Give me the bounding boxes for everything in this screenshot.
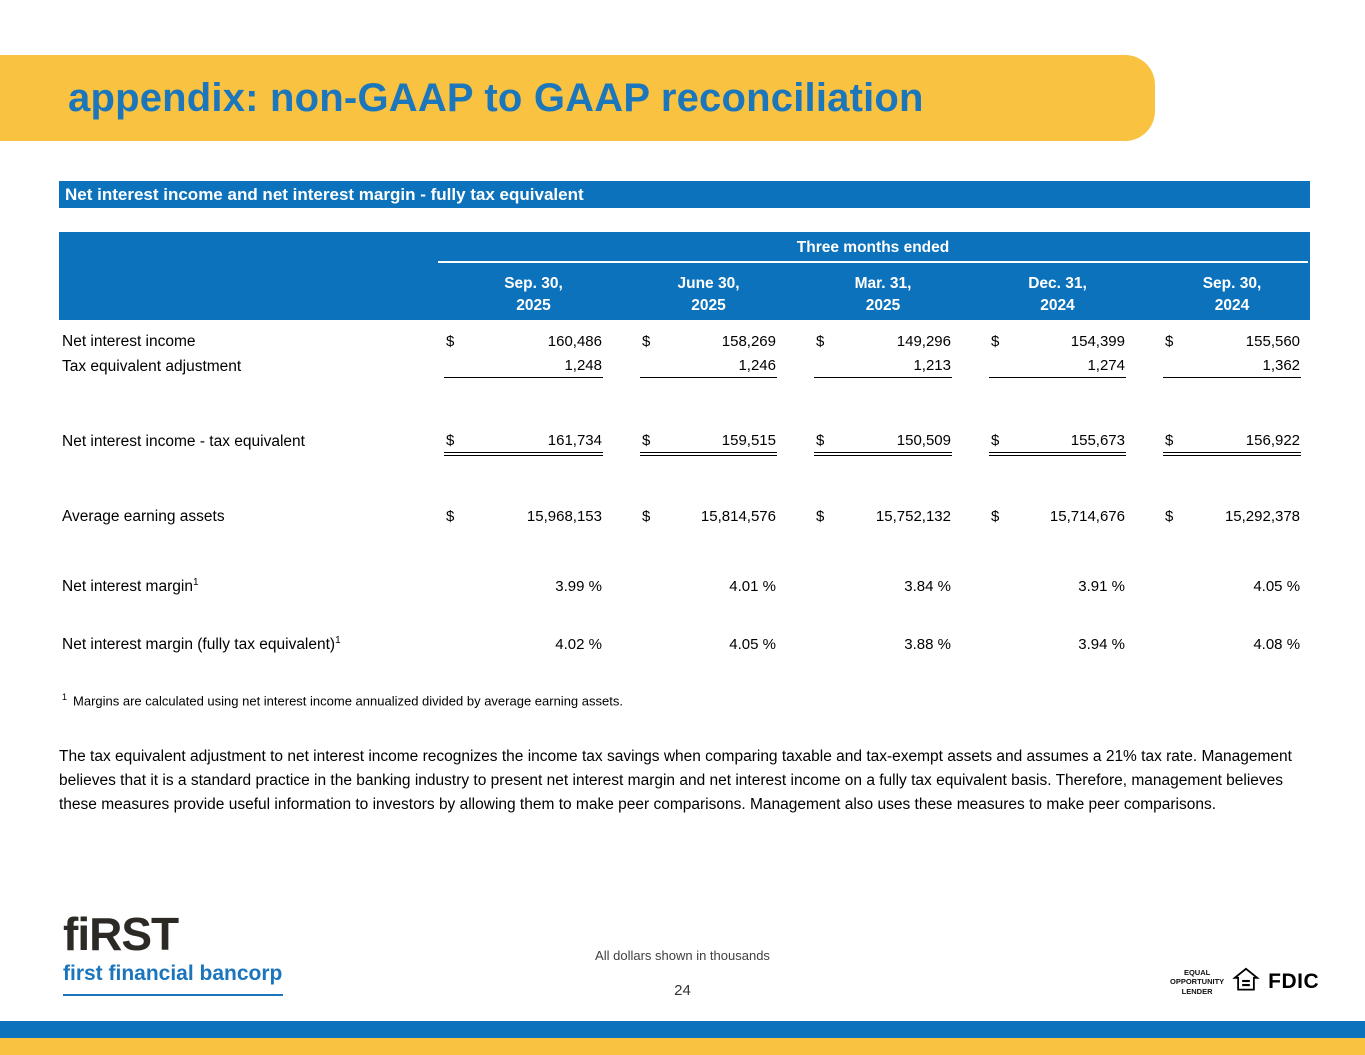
- cell: [1135, 354, 1310, 379]
- span-header-row: [59, 232, 1310, 270]
- row-label: Net interest income - tax equivalent: [62, 433, 305, 451]
- cell-value: 156,922: [1245, 432, 1301, 449]
- spacer-row: [59, 320, 1310, 329]
- cell: [786, 354, 961, 379]
- logo-subtext: first financial bancorp: [63, 962, 283, 986]
- cell: [961, 632, 1135, 657]
- cell: [786, 632, 961, 657]
- dollar-sign: $: [1165, 432, 1174, 449]
- row-label: Net interest margin$^1$: [62, 576, 199, 596]
- dollar-sign: $: [816, 332, 825, 350]
- cell: [786, 329, 961, 354]
- section-header: [59, 181, 1310, 208]
- table-row: [59, 429, 1310, 454]
- table-row: [59, 504, 1310, 529]
- cell-value: 158,269: [721, 332, 776, 350]
- cell: [1135, 574, 1310, 599]
- cell-value: 4.05 %: [1253, 577, 1301, 595]
- cell-value: 1,362: [1262, 357, 1301, 374]
- cell-value: 150,509: [896, 432, 951, 449]
- cell: [961, 329, 1135, 354]
- column-header: Dec. 31, 2024: [961, 270, 1135, 320]
- cell-value: 160,486: [547, 332, 602, 350]
- cell-value: 161,734: [547, 432, 602, 449]
- spacer-row: [59, 599, 1310, 632]
- cell: [786, 574, 961, 599]
- column-header: Sep. 30, 2024: [1135, 270, 1310, 320]
- cell: [1135, 632, 1310, 657]
- cell-value: 15,814,576: [700, 507, 776, 525]
- cell: [612, 329, 786, 354]
- row-label: Average earning assets: [62, 508, 225, 526]
- cell-value: 149,296: [896, 332, 951, 350]
- bottom-stripe-yellow: [0, 1038, 1365, 1055]
- cell-value: 154,399: [1070, 332, 1125, 350]
- cell-value: 15,292,378: [1224, 507, 1301, 525]
- reconciliation-table: [59, 232, 1310, 657]
- dollar-sign: $: [446, 507, 455, 525]
- cell: [1135, 329, 1310, 354]
- cell-value: 4.08 %: [1253, 635, 1301, 653]
- cell: [436, 574, 612, 599]
- dollar-sign: $: [642, 432, 651, 449]
- cell: [612, 504, 786, 529]
- span-header-label: Three months ended: [438, 232, 1308, 263]
- cell-value: 15,714,676: [1049, 507, 1125, 525]
- cell-value: 15,968,153: [526, 507, 602, 525]
- cell-value: 159,515: [721, 432, 776, 449]
- cell-value: 4.02 %: [555, 635, 602, 653]
- cell-value: 3.94 %: [1078, 635, 1125, 653]
- table-header: [59, 232, 1310, 320]
- cell-value: 1,274: [1087, 357, 1125, 374]
- dollar-sign: $: [816, 507, 825, 525]
- cell: [612, 429, 786, 454]
- dollars-note: All dollars shown in thousands: [595, 948, 770, 963]
- cell-value: 3.91 %: [1078, 577, 1125, 595]
- dollar-sign: $: [816, 432, 825, 449]
- column-header: Sep. 30, 2025: [436, 270, 612, 320]
- cell: [786, 504, 961, 529]
- cell: [436, 632, 612, 657]
- page-number: 24: [674, 982, 691, 999]
- page-title: appendix: non-GAAP to GAAP reconciliation: [68, 75, 924, 120]
- logo-wordmark: fiRST: [63, 908, 179, 960]
- dollar-sign: $: [446, 432, 455, 449]
- cell: [436, 504, 612, 529]
- dollar-sign: $: [642, 332, 651, 350]
- cell-value: 4.01 %: [729, 577, 776, 595]
- bottom-stripe-blue: [0, 1021, 1365, 1038]
- equal-housing-lender-icon: [1232, 966, 1260, 998]
- dollar-sign: $: [446, 332, 455, 350]
- title-banner: [0, 55, 1155, 141]
- table-row: [59, 329, 1310, 354]
- span-header-cell: [436, 232, 1310, 270]
- section-header-label: Net interest income and net interest margin - fully tax equivalent: [65, 184, 584, 204]
- cell-value: 3.99 %: [555, 577, 602, 595]
- cell: [612, 574, 786, 599]
- cell-value: 3.88 %: [904, 635, 951, 653]
- row-label: Net interest margin (fully tax equivalent)$^1$: [62, 634, 341, 654]
- spacer-row: [59, 454, 1310, 504]
- footnote-text: Margins are calculated using net interest income annualized divided by average earning assets.: [73, 693, 623, 709]
- dollar-sign: $: [991, 332, 1000, 350]
- cell: [612, 354, 786, 379]
- table-body: [59, 320, 1310, 657]
- cell-value: 155,673: [1070, 432, 1125, 449]
- column-header: June 30, 2025: [612, 270, 786, 320]
- cell: [436, 429, 612, 454]
- cell-value: 155,560: [1245, 332, 1301, 350]
- cell-value: 1,248: [564, 357, 602, 374]
- cell-value: 4.05 %: [729, 635, 776, 653]
- fdic-logo: FDIC: [1268, 970, 1320, 993]
- cell: [961, 574, 1135, 599]
- dollar-sign: $: [991, 432, 1000, 449]
- row-label: Net interest income: [62, 333, 196, 351]
- header-empty-cell: [59, 232, 436, 320]
- footnote-sup: 1: [62, 692, 68, 702]
- cell: [961, 504, 1135, 529]
- cell-value: 1,246: [738, 357, 776, 374]
- spacer-row: [59, 379, 1310, 429]
- cell: [786, 429, 961, 454]
- table-row: [59, 354, 1310, 379]
- dollar-sign: $: [1165, 332, 1174, 350]
- dollar-sign: $: [991, 507, 1000, 525]
- table-row: [59, 574, 1310, 599]
- footnote: [62, 692, 623, 708]
- cell: [961, 429, 1135, 454]
- spacer-row: [59, 529, 1310, 574]
- dollar-sign: $: [642, 507, 651, 525]
- cell-value: 15,752,132: [875, 507, 951, 525]
- cell: [436, 329, 612, 354]
- column-header: Mar. 31, 2025: [786, 270, 961, 320]
- body-paragraph: The tax equivalent adjustment to net interest income recognizes the income tax savings when comparing taxable and tax-exempt assets and assumes a 21% tax rate. Management believes that it is a standard practice in the banking industry to present net interest margin and net interest income on a fully tax equivalent basis. Therefore, management believes these measures provide useful information to investors by allowing them to make peer comparisons. Management also uses these measures to make peer comparisons.: [59, 748, 1292, 814]
- dollar-sign: $: [1165, 507, 1174, 525]
- table-row: [59, 632, 1310, 657]
- cell-value: 1,213: [913, 357, 951, 374]
- cell: [436, 354, 612, 379]
- cell: [612, 632, 786, 657]
- equal-opportunity-lender-label: EQUAL OPPORTUNITY LENDER: [1170, 967, 1225, 996]
- row-label: Tax equivalent adjustment: [62, 358, 242, 376]
- cell: [961, 354, 1135, 379]
- cell-value: 3.84 %: [904, 577, 951, 595]
- cell: [1135, 504, 1310, 529]
- cell: [1135, 429, 1310, 454]
- legal-logos: [1170, 966, 1319, 998]
